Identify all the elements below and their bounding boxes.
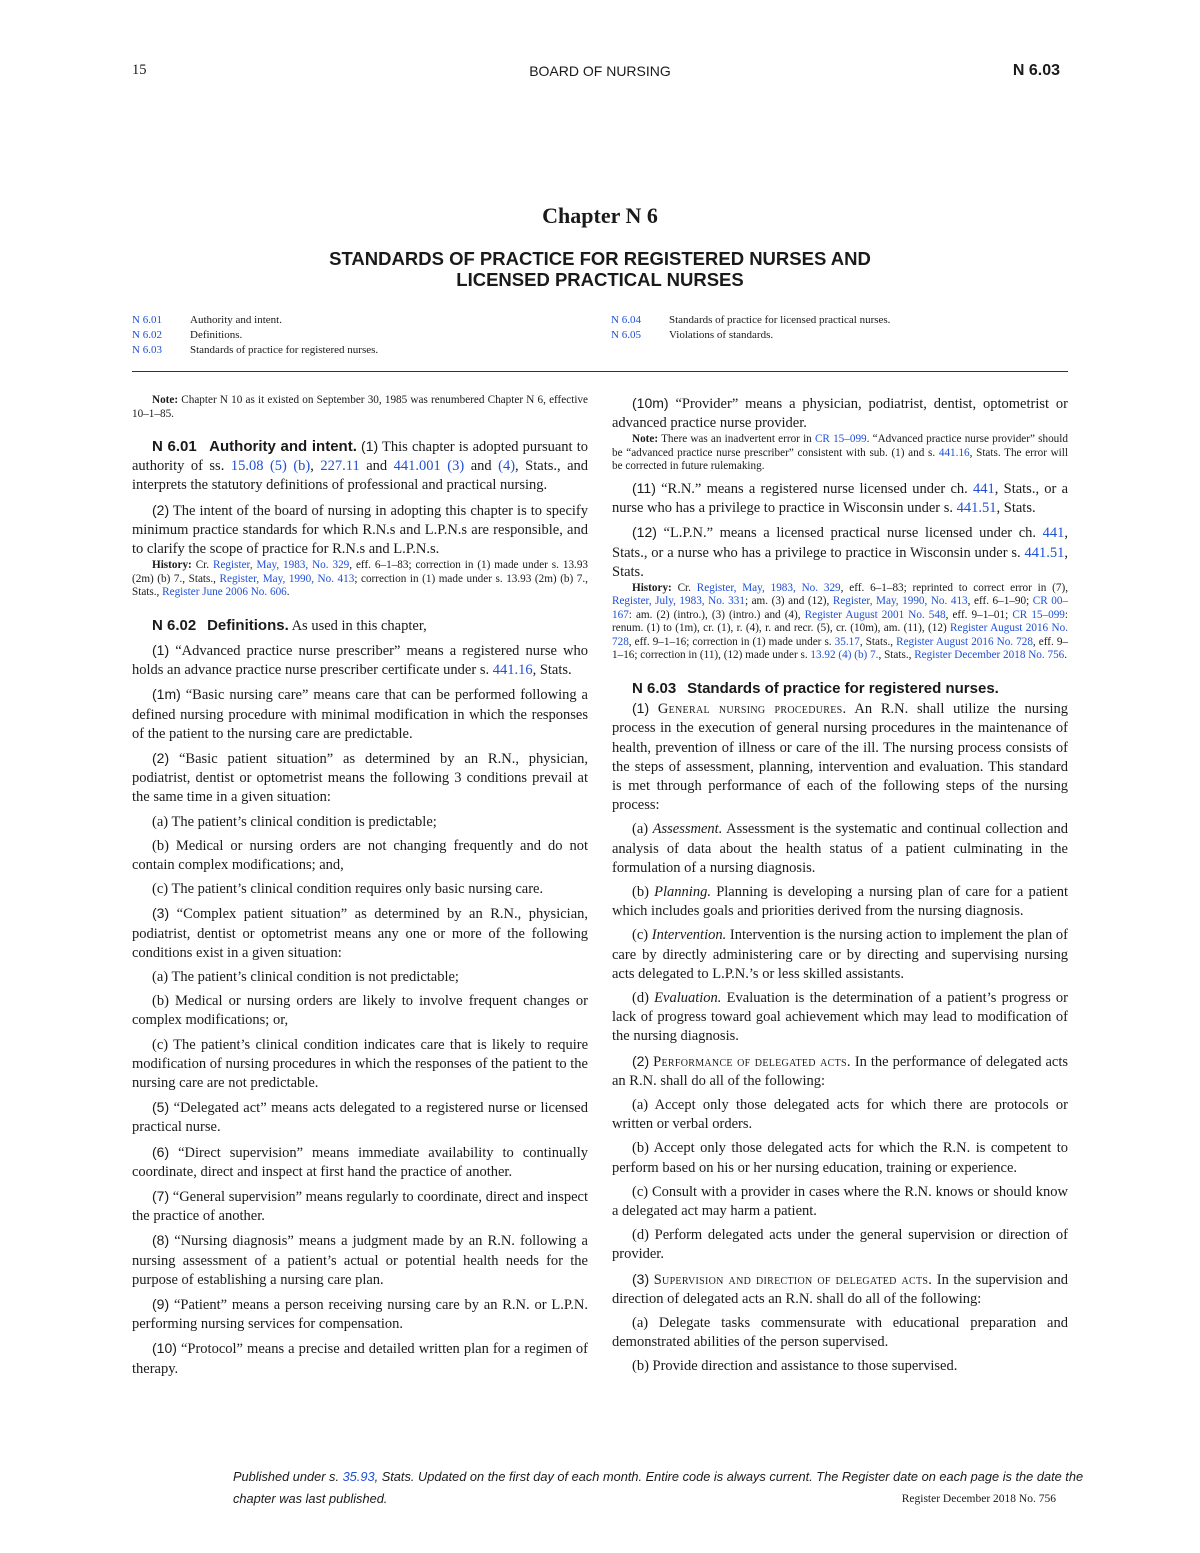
toc-row[interactable] <box>132 328 378 343</box>
paragraph: (3) Supervision and direction of delegated acts. In the supervision and direction of delegated acts an R.N. shall do all of the following: <box>612 1270 1069 1307</box>
paragraph-item: (c) Consult with a provider in cases where the R.N. knows or should know a delegated act may harm a patient. <box>612 1183 1068 1219</box>
definition: (11) “R.N.” means a registered nurse licensed under ch. 441, Stats., or a nurse who has a privilege to practice in Wisconsin under s. 441.51, Stats. <box>612 479 1069 517</box>
definition: (7) “General supervision” means regularly to coordinate, direct and inspect the practice of another. <box>132 1188 588 1225</box>
toc-left <box>132 313 378 358</box>
definition-item: (c) The patient’s clinical condition indicates care that is likely to require modification of nursing procedures in which the responses of the patient to the nursing care are not predictable. <box>132 1036 588 1091</box>
paragraph-item: (d) Perform delegated acts under the general supervision or direction of provider. <box>612 1227 1068 1263</box>
statute-link[interactable]: 441.51 <box>956 500 997 517</box>
header-section: N 6.03 <box>1012 62 1060 79</box>
section-n602: N 6.02 Definitions. As used in this chapter, <box>152 616 427 634</box>
section-n601: N 6.01 Authority and intent. (1) This chapter is adopted pursuant to authority of ss. 15.08 (5) (b), 227.11 and 441.001 (3) and (4), Stats., and interprets the statutory definitions of professional and practical nursing. <box>132 438 589 494</box>
rule-link[interactable]: CR 00–167 <box>612 595 1069 621</box>
definition: (6) “Direct supervision” means immediate availability to continually coordinate, direct and inspect at first hand the practice of another. <box>132 1143 589 1180</box>
definition: (9) “Patient” means a person receiving nursing care by an R.N. or L.P.N. performing nursing services for compensation. <box>132 1296 588 1333</box>
register-link[interactable]: Register August 2016 No. 728 <box>896 635 1033 648</box>
statute-link[interactable]: 15.08 (5) (b) <box>230 458 311 475</box>
errata-note: Note: There was an inadvertent error in CR 15–099. “Advanced practice nurse provider” should be “advanced practice nurse prescriber” consistent with sub. (1) and s. 441.16, Stats. The error will be corrected in future rulemaking. <box>612 433 1069 473</box>
page-number: 15 <box>132 62 147 78</box>
register-link[interactable]: Register, May, 1990, No. 413 <box>219 572 355 585</box>
rule-link[interactable]: CR 15–099 <box>1012 608 1065 621</box>
paragraph-item: (a) Assessment. Assessment is the systematic and continual collection and analysis of data about the health status of a patient culminating in the formulation of a nursing diagnosis. <box>612 821 1068 876</box>
toc-row[interactable] <box>611 313 890 328</box>
definition: (10) “Protocol” means a precise and detailed written plan for a regimen of therapy. <box>132 1340 588 1377</box>
paragraph-item: (b) Planning. Planning is developing a nursing plan of care for a patient which includes goals and priorities derived from the nursing diagnosis. <box>612 883 1069 920</box>
definition: (5) “Delegated act” means acts delegated to a registered nurse or licensed practical nurse. <box>132 1099 588 1136</box>
statute-link[interactable]: 441.16 <box>492 662 533 679</box>
history-note: History: Cr. Register, May, 1983, No. 329, eff. 6–1–83; reprinted to correct error in (7), Register, July, 1983, No. 331; am. (3) and (12), Register, May, 1990, No. 413, eff. 6–1–90; CR 00–167: am. (2) (intro.), (3) (intro.) and (4), Register August 2001 No. 548, eff. 9–1–01; CR 15–099: renum. (1) to (1m), cr. (1), r. (4), r. and recr. (5), cr. (10m), am. (11), (12) Register August 2016 No. 728, eff. 9–1–16; correction in (1) made under s. 35.17, Stats., Register August 2016 No. 728, eff. 9–1–16; correction in (11), (12) made under s. 13.92 (4) (b) 7., Stats., Register December 2018 No. 756. <box>612 581 1069 662</box>
left-column <box>132 394 588 1379</box>
rule-link[interactable]: CR 15–099 <box>814 433 867 446</box>
toc-link[interactable]: N 6.05 <box>611 329 641 341</box>
statute-link[interactable]: 441.16 <box>938 446 970 459</box>
register-link[interactable]: Register, July, 1983, No. 331 <box>612 595 745 608</box>
paragraph-item: (d) Evaluation. Evaluation is the determination of a patient’s progress or lack of progress toward goal achievement which may lead to modification of the nursing diagnosis. <box>612 989 1069 1045</box>
paragraph-item: (c) Intervention. Intervention is the nursing action to implement the plan of care by directly administering care or by directing and supervising nursing acts delegated to L.P.N.’s or less skilled assistants. <box>612 927 1069 982</box>
history-note: History: Cr. Register, May, 1983, No. 329, eff. 6–1–83; correction in (1) made under s. 13.93 (2m) (b) 7., Stats., Register, May, 1990, No. 413; correction in (1) made under s. 13.93 (2m) (b) 7., Stats., Register June 2006 No. 606. <box>132 559 589 599</box>
paragraph: (2) Performance of delegated acts. In the performance of delegated acts an R.N. shall do all of the following: <box>612 1052 1069 1089</box>
register-link[interactable]: Register December 2018 No. 756 <box>914 649 1065 662</box>
definition: (12) “L.P.N.” means a licensed practical nurse licensed under ch. 441, Stats., or a nurse who has a privilege to practice in Wisconsin under s. 441.51, Stats. <box>612 524 1069 580</box>
register-link[interactable]: Register June 2006 No. 606 <box>162 586 287 599</box>
paragraph-item: (a) Accept only those delegated acts for which there are protocols or written or verbal orders. <box>612 1096 1068 1133</box>
statute-link[interactable]: 13.92 (4) (b) 7. <box>810 649 879 662</box>
statute-link[interactable]: (4) <box>498 458 516 475</box>
register-link[interactable]: Register, May, 1990, No. 413 <box>832 595 968 608</box>
statute-link[interactable]: 441 <box>973 480 995 497</box>
statute-link[interactable]: 35.93 <box>342 1469 375 1484</box>
definition: (1) “Advanced practice nurse prescriber” means a registered nurse who holds an advance practice nurse prescriber certificate under s. 441.16, Stats. <box>132 641 588 679</box>
chapter-title-line1: STANDARDS OF PRACTICE FOR REGISTERED NURSES AND <box>329 248 871 269</box>
right-column <box>612 394 1068 1377</box>
definition-item: (c) The patient’s clinical condition requires only basic nursing care. <box>152 881 544 898</box>
paragraph-item: (a) Delegate tasks commensurate with educational preparation and demonstrated abilities of the person supervised. <box>612 1315 1068 1351</box>
toc-text: Standards of practice for registered nurses. <box>190 344 379 356</box>
register-link[interactable]: Register, May, 1983, No. 329 <box>696 581 841 594</box>
toc-text: Definitions. <box>190 329 243 341</box>
header-title: BOARD OF NURSING <box>529 63 671 79</box>
footer-register: Register December 2018 No. 756 <box>901 1493 1056 1505</box>
chapter-title <box>0 248 1200 290</box>
divider <box>132 371 1068 372</box>
statute-link[interactable]: 441 <box>1042 525 1065 542</box>
statute-link[interactable]: 441.001 (3) <box>393 458 465 475</box>
definition-item: (b) Medical or nursing orders are not changing frequently and do not contain complex modifications; and, <box>132 837 588 873</box>
definition-item: (a) The patient’s clinical condition is predictable; <box>152 813 437 830</box>
statute-link[interactable]: 35.17 <box>834 635 860 648</box>
statute-link[interactable]: 441.51 <box>1024 544 1065 561</box>
footer-notice: Published under s. 35.93, Stats. Updated on the first day of each month. Entire code is always current. The Register date on each page is the date the chapter was last published. <box>233 1469 1084 1506</box>
definition: (8) “Nursing diagnosis” means a judgment made by an R.N. following a nursing assessment of a patient’s actual or potential health needs for the purpose of establishing a nursing care plan. <box>132 1232 588 1288</box>
statute-link[interactable]: 227.11 <box>320 458 360 475</box>
definition: (1m) “Basic nursing care” means care that can be performed following a defined nursing procedure with minimal modification in which the responses of the patient to the nursing care are predictable. <box>132 686 588 742</box>
definition-item: (a) The patient’s clinical condition is not predictable; <box>152 968 459 985</box>
toc-row[interactable] <box>132 343 378 358</box>
paragraph: (2) The intent of the board of nursing in adopting this chapter is to specify minimum practice standards for which R.N.s and L.P.N.s are responsible, and to clarify the scope of practice for R.N.s and L.P.N.s. <box>132 501 588 558</box>
toc-text: Violations of standards. <box>669 329 774 341</box>
paragraph-item: (b) Provide direction and assistance to those supervised. <box>632 1358 958 1375</box>
paragraph-item: (b) Accept only those delegated acts for which the R.N. is competent to perform based on his or her nursing education, training or experience. <box>612 1140 1068 1176</box>
register-link[interactable]: Register August 2016 No. 728 <box>612 622 1068 648</box>
register-link[interactable]: Register August 2001 No. 548 <box>804 608 946 621</box>
definition: (10m) “Provider” means a physician, podiatrist, dentist, optometrist or advanced practice nurse provider. <box>612 395 1068 432</box>
register-link[interactable]: Register, May, 1983, No. 329 <box>213 559 350 572</box>
chapter-note: Note: Chapter N 10 as it existed on September 30, 1985 was renumbered Chapter N 6, effective 10–1–85. <box>132 394 588 420</box>
chapter-label: Chapter N 6 <box>542 203 658 228</box>
paragraph: (1) General nursing procedures. An R.N. shall utilize the nursing process in the execution of general nursing procedures in the maintenance of health, prevention of illness or care of the ill. The nursing process consists of the steps of assessment, planning, intervention and evaluation. This standard is met through performance of each of the following steps of the nursing process: <box>612 700 1068 814</box>
running-header <box>132 62 1068 84</box>
chapter-title-line2: LICENSED PRACTICAL NURSES <box>456 269 744 290</box>
toc-row[interactable] <box>611 328 890 343</box>
definition-item: (b) Medical or nursing orders are likely to involve frequent changes or complex modifications; or, <box>132 993 588 1029</box>
definition: (3) “Complex patient situation” as determined by an R.N., physician, podiatrist, dentist or optometrist means any one or more of the following conditions exist in a given situation: <box>132 905 589 961</box>
section-n603: N 6.03 Standards of practice for registered nurses. <box>632 679 999 697</box>
toc-link[interactable]: N 6.01 <box>132 314 162 326</box>
toc-right <box>611 313 890 343</box>
toc-link[interactable]: N 6.04 <box>611 314 641 326</box>
toc-row[interactable] <box>132 313 378 328</box>
toc-link[interactable]: N 6.03 <box>132 344 162 356</box>
toc-link[interactable]: N 6.02 <box>132 329 162 341</box>
toc-text: Authority and intent. <box>190 314 282 326</box>
definition: (2) “Basic patient situation” as determined by an R.N., physician, podiatrist, dentist or optometrist means the following 3 conditions prevail at the same time in a given situation: <box>132 749 589 806</box>
toc-text: Standards of practice for licensed practical nurses. <box>669 314 891 326</box>
